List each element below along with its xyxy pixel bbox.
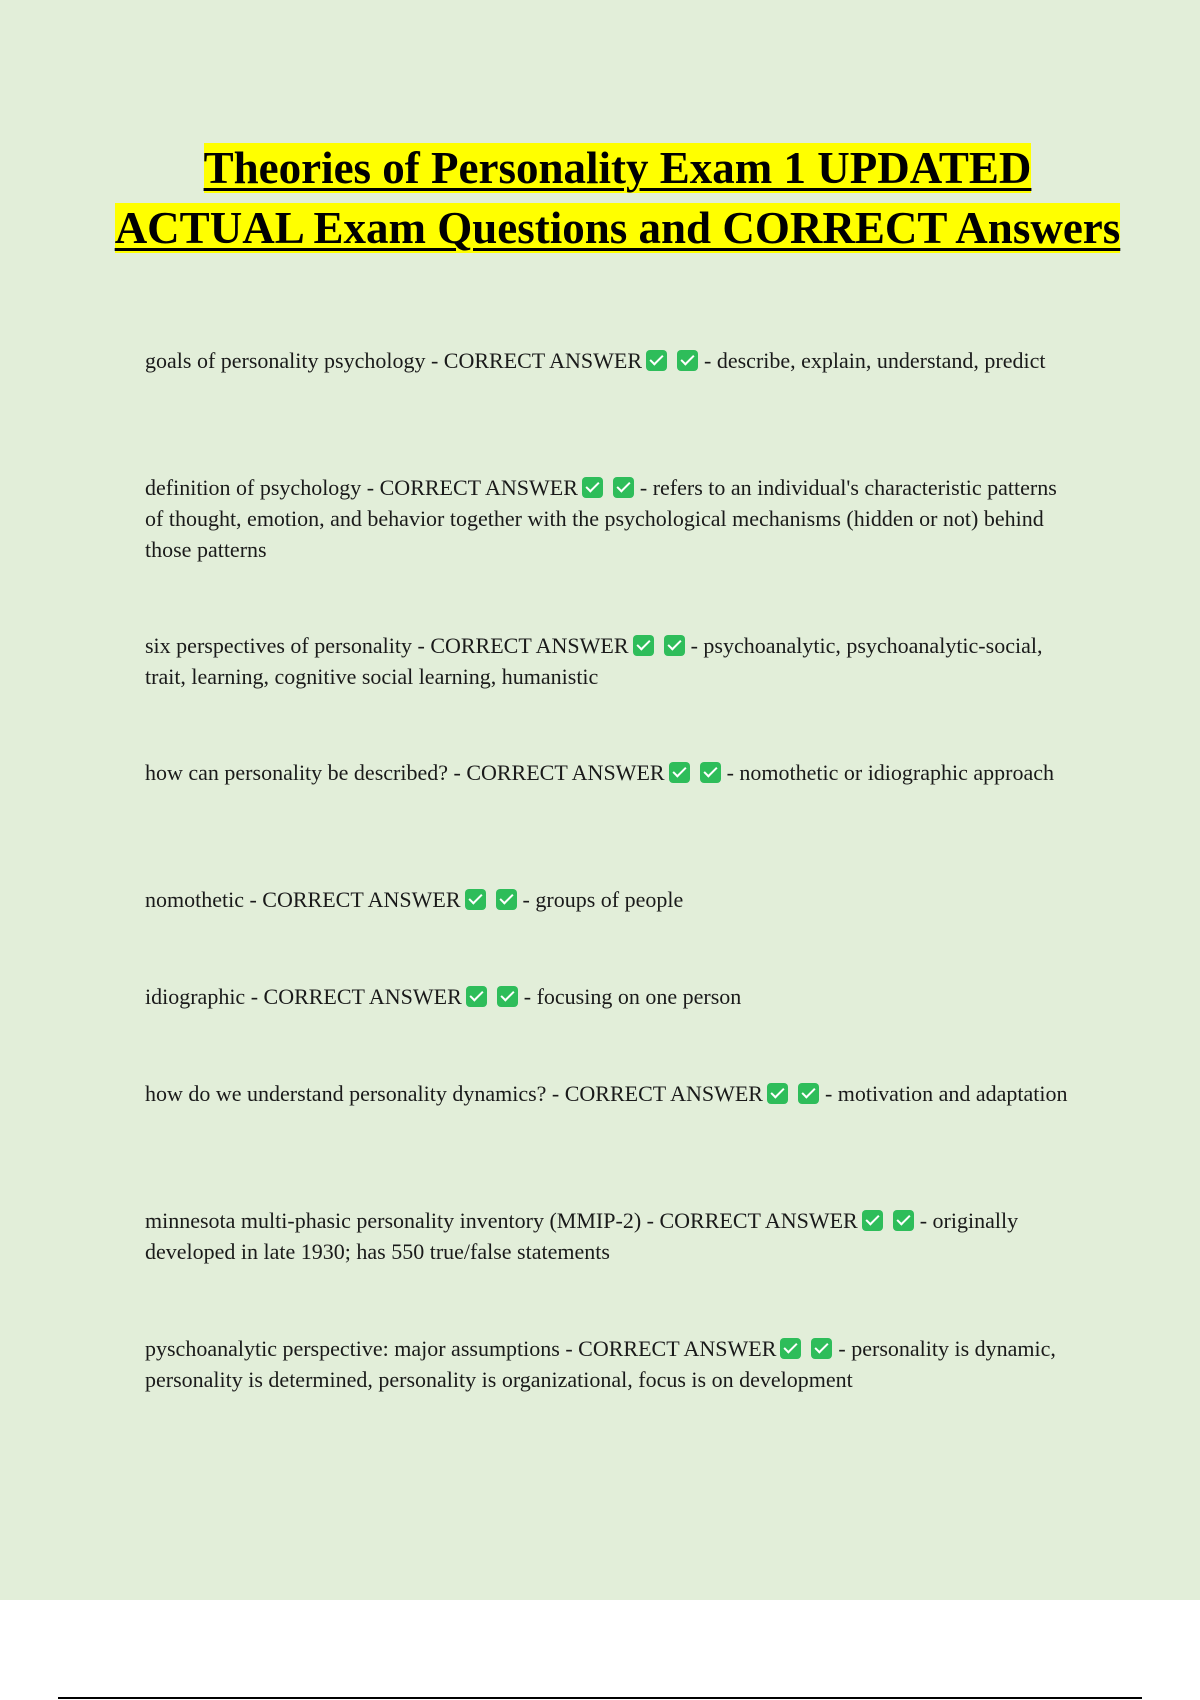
document-title-text: Theories of Personality Exam 1 UPDATED ACTUAL Exam Questions and CORRECT Answers (114, 143, 1121, 253)
qa-question: how do we understand personality dynamics? - CORRECT ANSWER (145, 1081, 763, 1106)
qa-answer: - personality is dynamic, personality is determined, personality is organizational, focus is on development (145, 1336, 1056, 1392)
check-mark-icon (677, 350, 698, 371)
qa-question: minnesota multi-phasic personality inventory (MMIP-2) - CORRECT ANSWER (145, 1208, 858, 1233)
check-mark-icon (633, 635, 654, 656)
qa-question: definition of psychology - CORRECT ANSWER (145, 475, 578, 500)
check-mark-icon (465, 889, 486, 910)
qa-question: idiographic - CORRECT ANSWER (145, 984, 462, 1009)
page-divider (58, 1697, 1142, 1699)
qa-answer: - nomothetic or idiographic approach (726, 760, 1055, 785)
qa-item (145, 757, 1075, 788)
qa-item (145, 1078, 1075, 1109)
qa-item (145, 884, 1075, 915)
document-title (110, 138, 1125, 258)
qa-item (145, 981, 1075, 1012)
qa-answer: - describe, explain, understand, predict (704, 348, 1046, 373)
check-mark-icon (613, 477, 634, 498)
check-mark-icon (664, 635, 685, 656)
check-mark-icon (767, 1083, 788, 1104)
check-mark-icon (798, 1083, 819, 1104)
qa-question: six perspectives of personality - CORRECT ANSWER (145, 633, 629, 658)
qa-item (145, 1205, 1075, 1267)
check-mark-icon (780, 1338, 801, 1359)
qa-answer: - groups of people (522, 887, 684, 912)
check-mark-icon (582, 477, 603, 498)
qa-question: pyschoanalytic perspective: major assumptions - CORRECT ANSWER (145, 1336, 777, 1361)
check-mark-icon (646, 350, 667, 371)
check-mark-icon (893, 1210, 914, 1231)
qa-item (145, 345, 1075, 376)
qa-item (145, 472, 1075, 565)
check-mark-icon (669, 762, 690, 783)
qa-answer: - psychoanalytic, psychoanalytic-social, trait, learning, cognitive social learning, humanistic (145, 633, 1043, 689)
qa-question: nomothetic - CORRECT ANSWER (145, 887, 461, 912)
check-mark-icon (811, 1338, 832, 1359)
qa-item (145, 630, 1075, 692)
qa-answer: - originally developed in late 1930; has 550 true/false statements (145, 1208, 1019, 1264)
qa-answer: - focusing on one person (523, 984, 742, 1009)
check-mark-icon (496, 889, 517, 910)
qa-item (145, 1333, 1075, 1395)
check-mark-icon (497, 986, 518, 1007)
check-mark-icon (466, 986, 487, 1007)
qa-answer: - refers to an individual's characteristic patterns of thought, emotion, and behavior together with the psychological mechanisms (hidden or not) behind those patterns (145, 475, 1057, 562)
check-mark-icon (862, 1210, 883, 1231)
qa-question: goals of personality psychology - CORRECT ANSWER (145, 348, 643, 373)
check-mark-icon (700, 762, 721, 783)
qa-answer: - motivation and adaptation (824, 1081, 1068, 1106)
qa-question: how can personality be described? - CORRECT ANSWER (145, 760, 665, 785)
